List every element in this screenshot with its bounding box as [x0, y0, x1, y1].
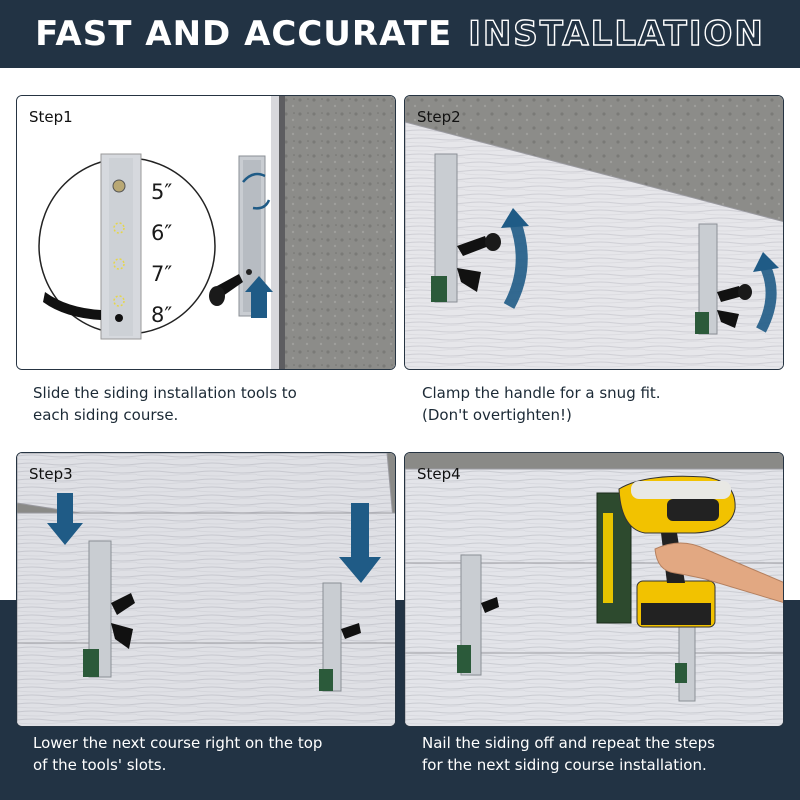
title-bold-text: FAST AND ACCURATE [35, 14, 453, 54]
step2-caption [422, 382, 782, 426]
step1-caption [33, 382, 393, 426]
step2-caption-line2: (Don't overtighten!) [422, 406, 572, 424]
step3-label: Step3 [29, 465, 73, 483]
step2-caption-line1: Clamp the handle for a snug fit. [422, 384, 661, 402]
step3-illustration [17, 453, 396, 727]
size-5-label: 5″ [151, 180, 173, 204]
size-markers [151, 172, 172, 336]
step4-caption [422, 732, 782, 776]
step1-caption-line2: each siding course. [33, 406, 179, 424]
step1-caption-line1: Slide the siding installation tools to [33, 384, 297, 402]
step1-panel [16, 95, 396, 370]
size-7-label: 7″ [151, 262, 173, 286]
step2-label: Step2 [417, 108, 461, 126]
step1-label: Step1 [29, 108, 73, 126]
step2-illustration [405, 96, 784, 370]
size-6-label: 6″ [151, 221, 173, 245]
step2-panel [404, 95, 784, 370]
step4-caption-line2: for the next siding course installation. [422, 756, 707, 774]
step3-caption [33, 732, 393, 776]
title-outline-text: INSTALLATION [468, 14, 765, 54]
step4-caption-line1: Nail the siding off and repeat the steps [422, 734, 715, 752]
title-banner [0, 0, 800, 68]
step3-panel [16, 452, 396, 727]
step4-label: Step4 [417, 465, 461, 483]
size-8-label: 8″ [151, 303, 173, 327]
step3-caption-line2: of the tools' slots. [33, 756, 167, 774]
step1-illustration [17, 96, 396, 370]
step3-caption-line1: Lower the next course right on the top [33, 734, 323, 752]
step4-illustration [405, 453, 784, 727]
step4-panel [404, 452, 784, 727]
